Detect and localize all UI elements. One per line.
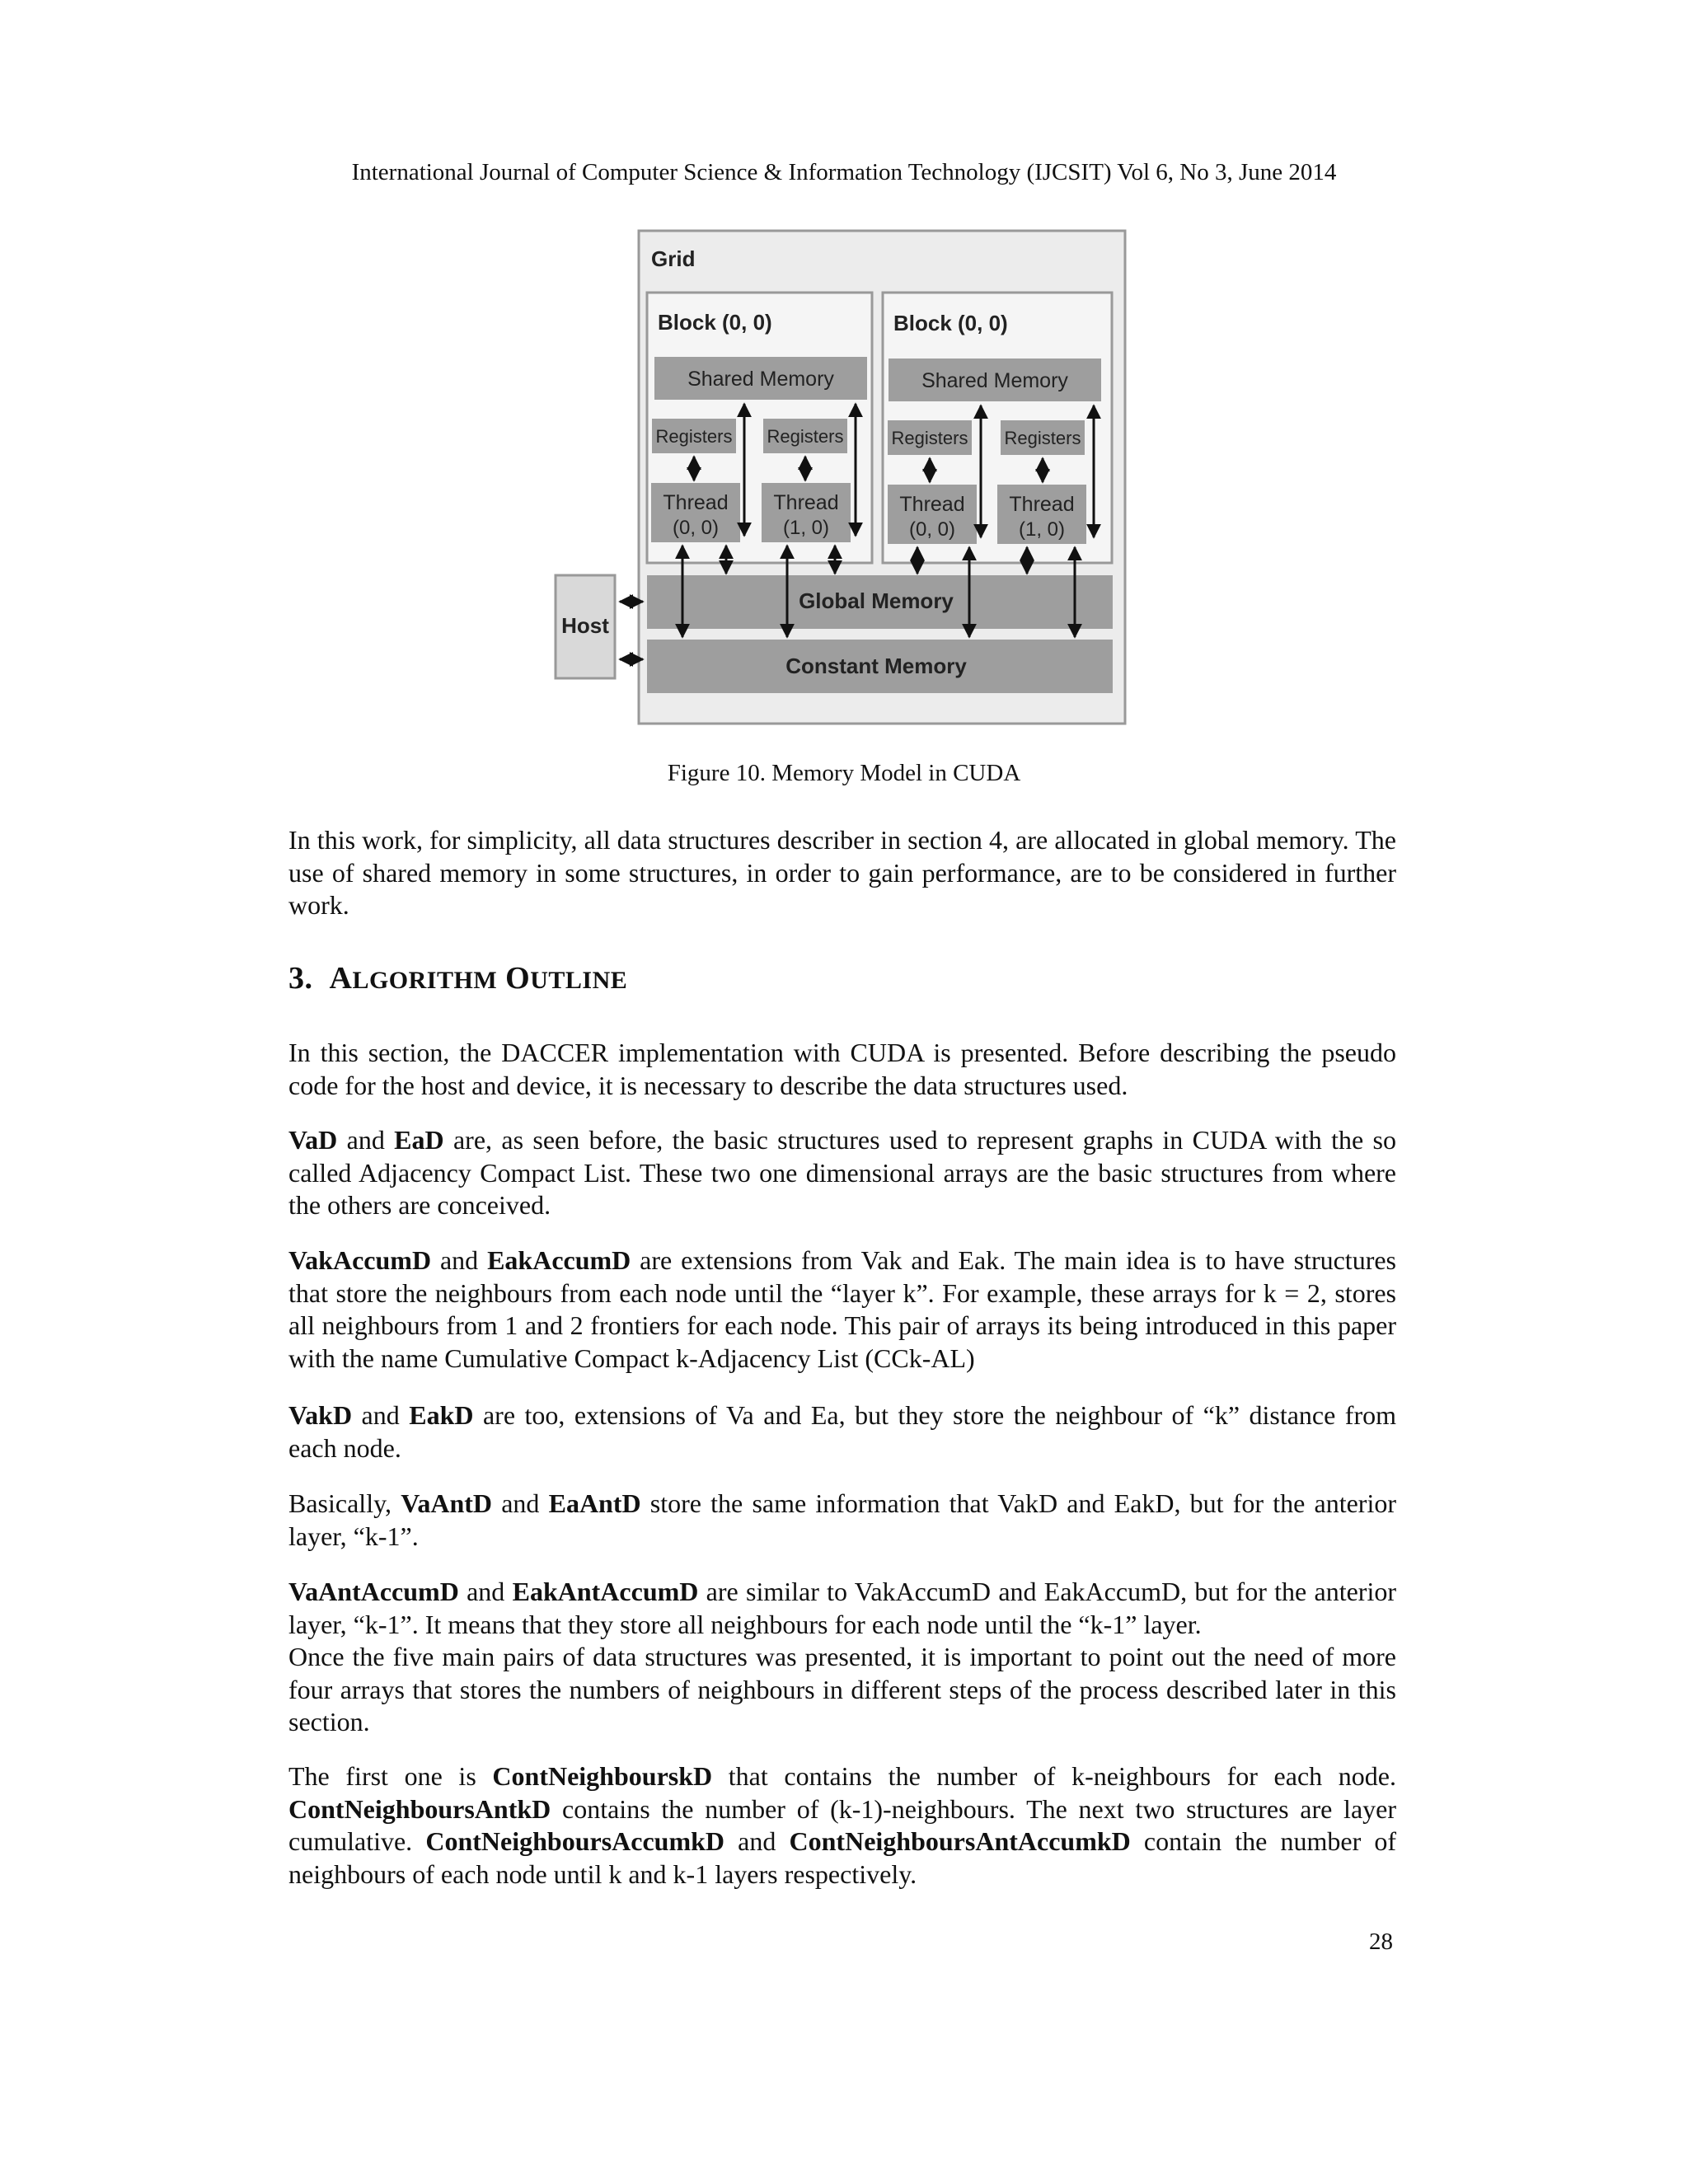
block-title-2: Block (0, 0) [893, 311, 1008, 335]
thread-index-1b: (1, 0) [782, 517, 830, 539]
thread-index-2a: (0, 0) [908, 518, 956, 541]
running-header: International Journal of Computer Science & Information Technology (IJCSIT) Vol 6, No 3, June 2014 [351, 159, 1337, 185]
registers-label-2b: Registers [1004, 428, 1081, 448]
block-title-1: Block (0, 0) [658, 310, 772, 335]
paragraph-4: VakD and EakD are too, extensions of Va and Ea, but they store the neighbour of “k” distance from each node. [288, 1400, 1397, 1463]
paragraph-7: The first one is ContNeighbourskD that contains the number of k-neighbours for each node. ContNeighboursAntkD contains the number of (k-1)-neighbours. The next two structures are layer cumulative. ContNeighboursAccumkD and ContNeighboursAntAccumkD contain the number of neighbours of each node until k and k-1 layers respectively. [288, 1761, 1397, 1889]
thread-label-1b: Thread [773, 491, 839, 514]
paragraph-6: VaAntAccumD and EakAntAccumD are similar to VakAccumD and EakAccumD, but for the anterior layer, “k-1”. It means that they store all neighbours for each node until the “k-1” layer. Once the five main pairs of data structures was presented, it is important to point out the need of more four arrays that stores the numbers of neighbours in different steps of the process described later in this section. [288, 1577, 1397, 1736]
thread-index-1a: (0, 0) [672, 517, 720, 539]
cuda-memory-model-figure [551, 229, 1128, 732]
paragraph-1: In this section, the DACCER implementation with CUDA is presented. Before describing the pseudo code for the host and device, it is necessary to describe the data structures used. [288, 1038, 1396, 1100]
paragraph-2: VaD and EaD are, as seen before, the basic structures used to represent graphs in CUDA with the so called Adjacency Compact List. These two one dimensional arrays are the basic structures from where the others are conceived. [288, 1125, 1397, 1220]
section-heading: 3. ALGORITHM OUTLINE [288, 961, 628, 996]
thread-label-1a: Thread [663, 491, 729, 514]
registers-label-2a: Registers [891, 428, 968, 448]
constant-memory-label: Constant Memory [785, 654, 967, 678]
global-memory-label: Global Memory [799, 588, 954, 613]
grid-label: Grid [651, 246, 696, 271]
paragraph-5: Basically, VaAntD and EaAntD store the same information that VakD and EakD, but for the anterior layer, “k-1”. [288, 1488, 1397, 1551]
figure-caption: Figure 10. Memory Model in CUDA [667, 760, 1021, 786]
host-label: Host [561, 613, 609, 638]
registers-label-1a: Registers [655, 426, 733, 447]
page-number: 28 [1369, 1929, 1393, 1955]
intro-paragraph: In this work, for simplicity, all data structures describer in section 4, are allocated in global memory. The use of shared memory in some structures, in order to gain performance, are to be considered in further work. [288, 825, 1396, 920]
thread-label-2a: Thread [899, 493, 965, 516]
shared-memory-label-1: Shared Memory [687, 368, 834, 391]
shared-memory-label-2: Shared Memory [921, 369, 1068, 392]
thread-label-2b: Thread [1009, 493, 1075, 516]
thread-index-2b: (1, 0) [1018, 518, 1066, 541]
registers-label-1b: Registers [767, 426, 844, 447]
paragraph-3: VakAccumD and EakAccumD are extensions from Vak and Eak. The main idea is to have structures that store the neighbours from each node until the “layer k”. For example, these arrays for k = 2, stores all neighbours from 1 and 2 frontiers for each node. This pair of arrays its being introduced in this paper with the name Cumulative Compact k-Adjacency List (CCk-AL) [288, 1245, 1397, 1373]
